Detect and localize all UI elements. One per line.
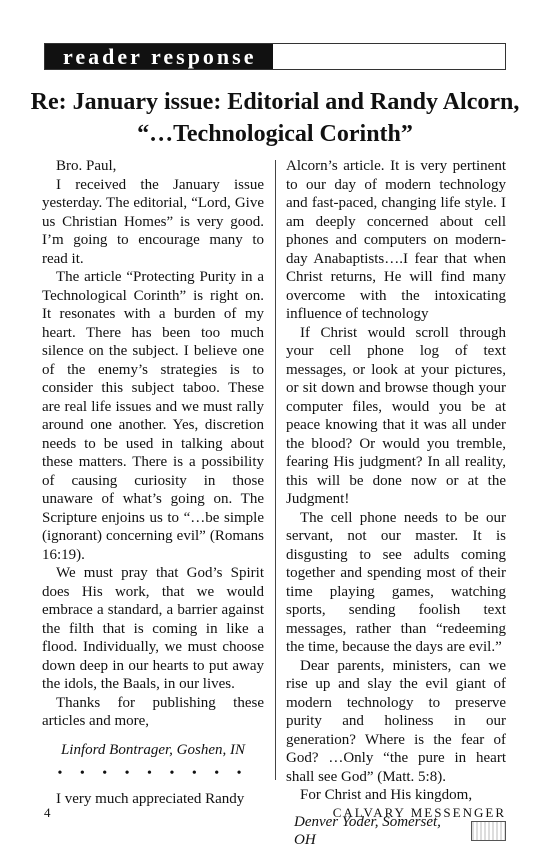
section-label: reader response — [45, 44, 273, 69]
letter2-paragraph-4: Dear parents, ministers, can we rise up and slay the evil giant of modern technology to preserve purity and holiness in our generation? Where is the fear of God? …Only “the pure in heart shall see God” (Matt. 5:8). — [286, 657, 506, 785]
letter2-paragraph-2: If Christ would scroll through your cell phone log of text messages, or look at your pictures, or sit down and browse though your computer files, would you be at peace knowing that it was all under the blood? Or would you tremble, fearing His judgment? In all reality, this will be done now or at the Judgment! — [286, 324, 506, 507]
letter2-signature: Denver Yoder, Somerset, OH — [294, 813, 441, 848]
letter2-paragraph-1-start: I very much appreciated Randy — [56, 790, 245, 807]
page-number: 4 — [44, 805, 51, 820]
section-header — [44, 43, 506, 70]
letter2-paragraph-1-cont: Alcorn’s article. It is very pertinent to our day of modern technology and fast-paced, changing life style. I am deeply concerned about cell phones and computers on modern-day Anabaptists….I fear that when Christ returns, He will find many overcome with the intoxicating influence of technology — [286, 158, 506, 322]
letter1-paragraph-4: Thanks for publishing these articles and more, — [42, 694, 264, 729]
separator-dots: • • • • • • • • • — [57, 766, 249, 781]
title-line-1: Re: January issue: Editorial and Randy Alcorn, — [30, 89, 520, 115]
article-title — [30, 86, 520, 150]
letter1-paragraph-3: We must pray that God’s Spirit does His work, that we would embrace a standard, a barrier against the filth that is coming in like a flood. Individually, we must choose down deep in our hearts to put away the idols, the Baals, in our lives. — [42, 565, 264, 692]
letter2-paragraph-5: For Christ and His kingdom, — [300, 787, 473, 803]
letter2-paragraph-3: The cell phone needs to be our servant, not our master. It is disgusting to see adults coming together and spending most of their time playing games, watching sports, sending foolish text messages, rather than “redeeming the time, because the days are evil.” — [286, 509, 506, 655]
letter1-paragraph-1: I received the January issue yesterday. The editorial, “Lord, Give us Christian Homes” is very good. I’m going to encourage many to read it. — [42, 176, 264, 267]
letter1-salutation: Bro. Paul, — [56, 158, 117, 174]
publication-name: CALVARY MESSENGER — [332, 805, 506, 820]
title-line-2: “…Technological Corinth” — [137, 121, 413, 147]
end-mark-icon — [471, 821, 506, 841]
column-divider — [275, 160, 276, 780]
right-column — [286, 157, 506, 850]
left-column — [42, 157, 264, 808]
letter1-signature: Linford Bontrager, Goshen, IN — [60, 741, 246, 758]
letter1-paragraph-2: The article “Protecting Purity in a Technological Corinth” is right on. It resonates with a burden of my heart. There has been too much silence on the subject. I believe one of the enemy’s strategies is to consider this subject taboo. These are real life issues and we must rally around one another. Yes, discretion needs to be used in talking about these matters. There is a possibility of causing curiosity in those unaware of what’s going on. The Scripture enjoins us to “…be simple (ignorant) concerning evil” (Romans 16:19). — [42, 269, 264, 563]
